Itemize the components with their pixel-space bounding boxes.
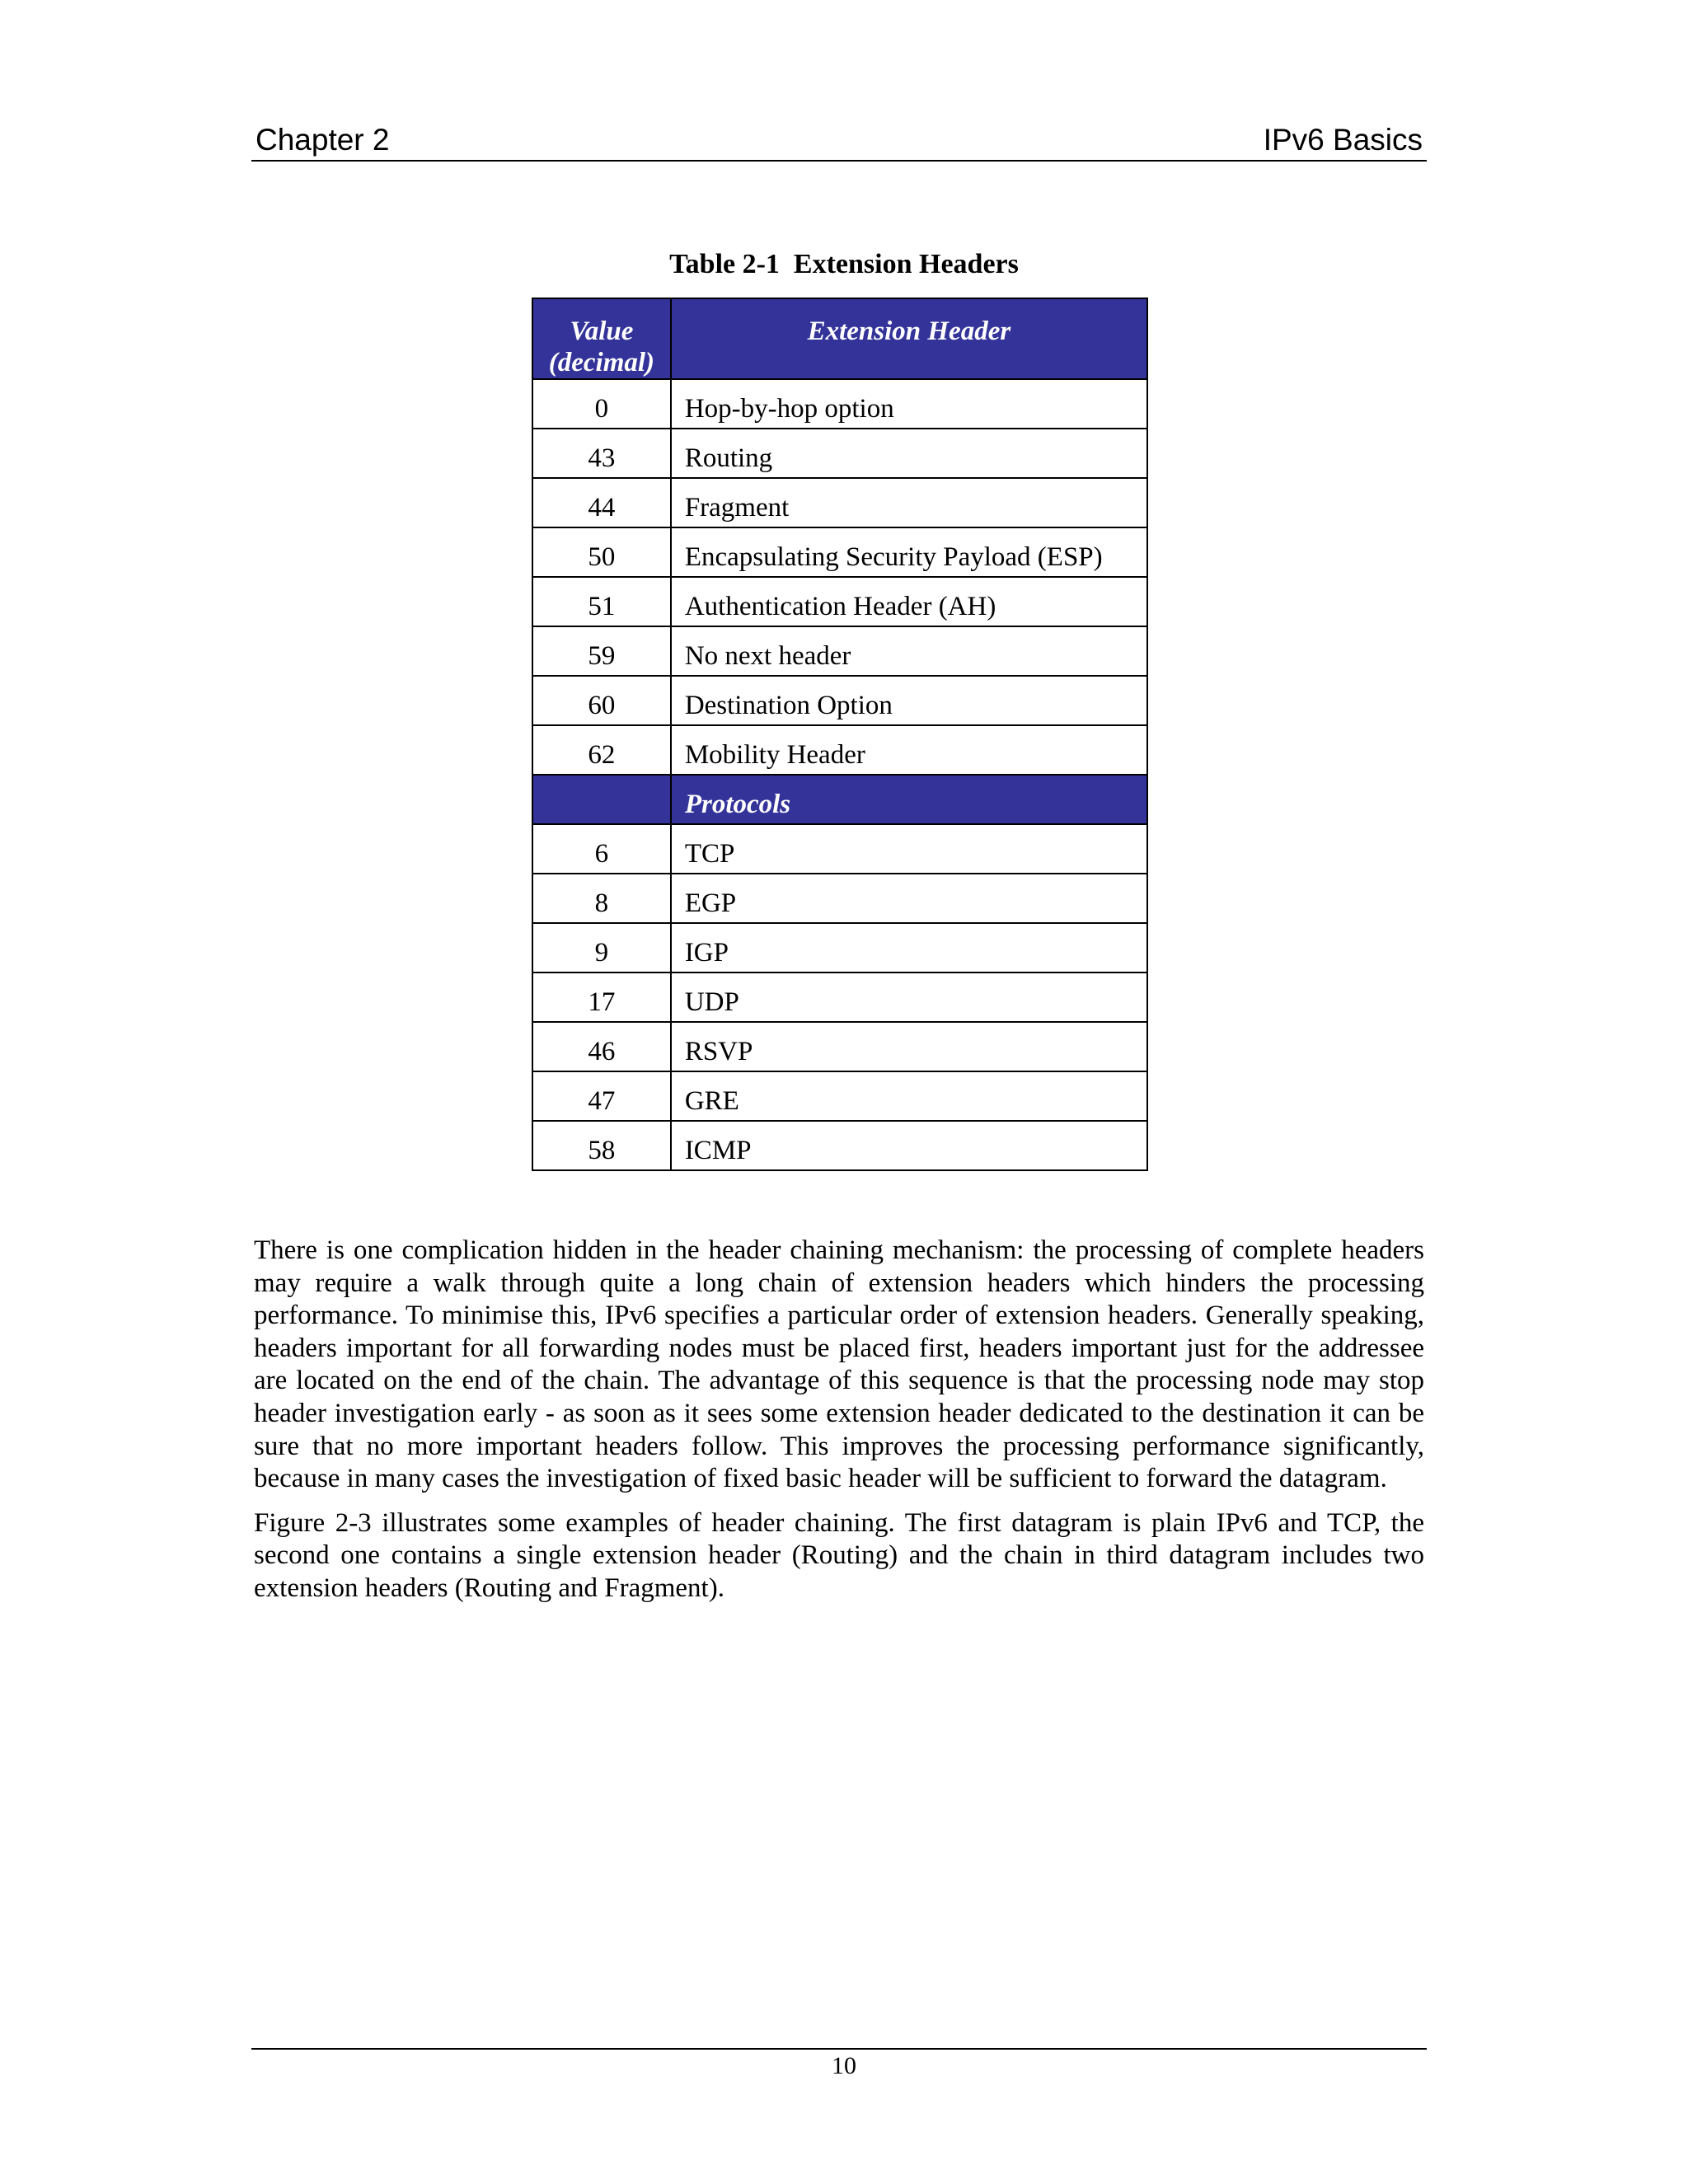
section-empty-cell (532, 775, 671, 824)
cell-name: Routing (671, 429, 1147, 478)
running-header (251, 122, 1427, 162)
paragraph: Figure 2-3 illustrates some examples of header chaining. The first datagram is plain IPv6 and TCP, the second one contains a single extension header (Routing) and the chain in third datagram includes two extension headers (Routing and Fragment). (254, 1507, 1424, 1603)
column-header-extension-header: Extension Header (671, 298, 1147, 379)
cell-value: 43 (532, 429, 671, 478)
cell-name: Encapsulating Security Payload (ESP) (671, 527, 1147, 577)
section-title: IPv6 Basics (1263, 123, 1423, 157)
table-row (532, 478, 1147, 527)
cell-value: 46 (532, 1022, 671, 1071)
cell-value: 58 (532, 1121, 671, 1170)
cell-value: 47 (532, 1071, 671, 1121)
table-row (532, 725, 1147, 775)
table-row (532, 626, 1147, 676)
cell-name: Authentication Header (AH) (671, 577, 1147, 626)
table-row (532, 824, 1147, 874)
table-row (532, 1071, 1147, 1121)
cell-name: No next header (671, 626, 1147, 676)
table-row (532, 923, 1147, 972)
cell-value: 60 (532, 676, 671, 725)
table-row (532, 379, 1147, 429)
extension-headers-table (532, 298, 1148, 1171)
cell-value: 62 (532, 725, 671, 775)
section-label: Protocols (671, 775, 1147, 824)
table-caption: Table 2-1 Extension Headers (669, 249, 1019, 279)
cell-name: IGP (671, 923, 1147, 972)
cell-name: Hop-by-hop option (671, 379, 1147, 429)
table-row (532, 676, 1147, 725)
table-row (532, 429, 1147, 478)
cell-value: 59 (532, 626, 671, 676)
table-header-row (532, 298, 1147, 379)
cell-name: Mobility Header (671, 725, 1147, 775)
cell-value: 44 (532, 478, 671, 527)
column-header-value: Value (decimal) (532, 298, 671, 379)
cell-value: 8 (532, 874, 671, 923)
cell-value: 6 (532, 824, 671, 874)
cell-name: GRE (671, 1071, 1147, 1121)
cell-name: ICMP (671, 1121, 1147, 1170)
table-row (532, 577, 1147, 626)
paragraph: There is one complication hidden in the header chaining mechanism: the processing of complete headers may require a walk through quite a long chain of extension headers which hinders the processing performance. To minimise this, IPv6 specifies a particular order of extension headers. Generally speaking, headers important for all forwarding nodes must be placed first, headers important just for the addressee are located on the end of the chain. The advantage of this sequence is that the processing node may stop header investigation early - as soon as it sees some extension header dedicated to the destination it can be sure that no more important headers follow. This improves the processing performance significantly, because in many cases the investigation of fixed basic header will be sufficient to forward the datagram. (254, 1235, 1424, 1494)
cell-value: 51 (532, 577, 671, 626)
chapter-label: Chapter 2 (256, 123, 390, 157)
cell-value: 17 (532, 972, 671, 1022)
cell-value: 9 (532, 923, 671, 972)
cell-value: 50 (532, 527, 671, 577)
cell-name: RSVP (671, 1022, 1147, 1071)
table-row (532, 972, 1147, 1022)
cell-name: EGP (671, 874, 1147, 923)
body-text (254, 1235, 1424, 1617)
protocols-section-row (532, 775, 1147, 824)
cell-name: UDP (671, 972, 1147, 1022)
cell-name: Fragment (671, 478, 1147, 527)
page-number: 10 (832, 2052, 856, 2079)
table-row (532, 1121, 1147, 1170)
cell-name: TCP (671, 824, 1147, 874)
table-row (532, 527, 1147, 577)
cell-name: Destination Option (671, 676, 1147, 725)
cell-value: 0 (532, 379, 671, 429)
footer-rule (251, 2048, 1427, 2050)
table-row (532, 1022, 1147, 1071)
table-row (532, 874, 1147, 923)
